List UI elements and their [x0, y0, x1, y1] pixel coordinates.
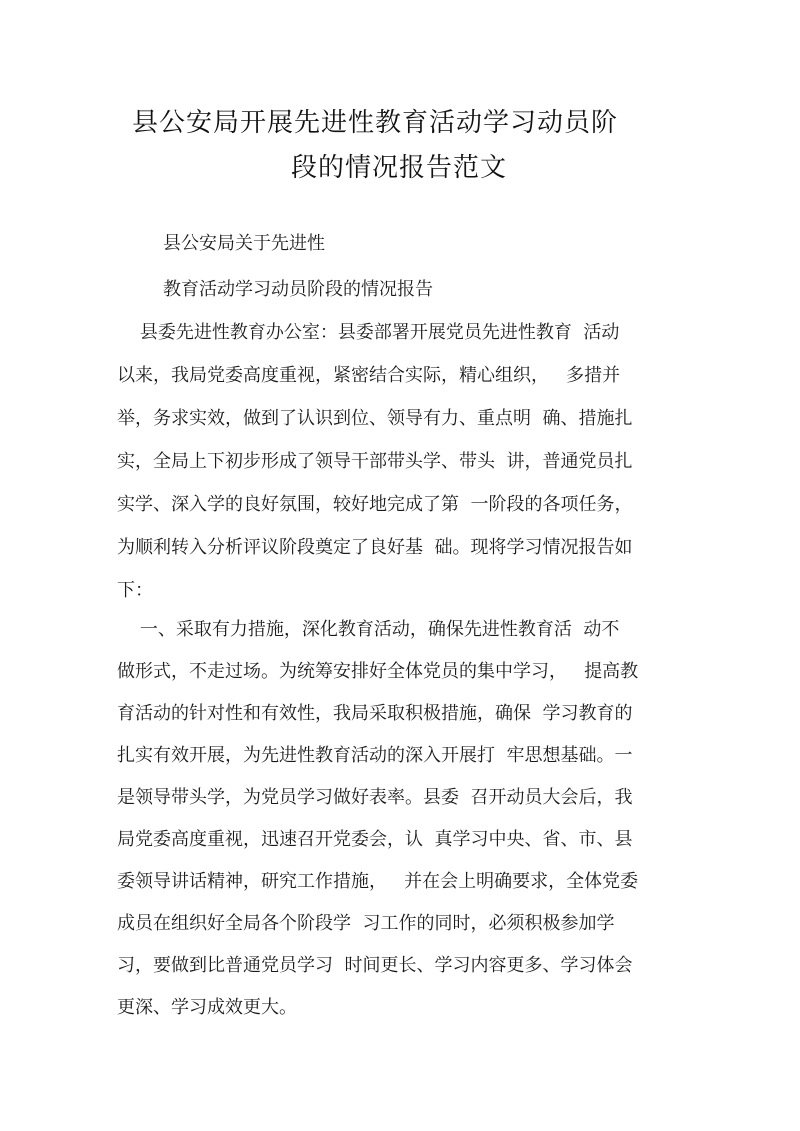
paragraph-2-line: 更深、学习成效更大。 [117, 997, 297, 1018]
report-heading-line-1: 县公安局关于先进性 [163, 233, 325, 254]
paragraph-1-line: 县委先进性教育办公室：县委部署开展党员先进性教育 活动 [117, 322, 620, 343]
paragraph-1-line: 以来，我局党委高度重视，紧密结合实际，精心组织， 多措并 [117, 365, 621, 386]
paragraph-1-line: 实学、深入学的良好氛围，较好地完成了第 一阶段的各项任务， [117, 494, 633, 515]
report-heading-line-2: 教育活动学习动员阶段的情况报告 [163, 279, 433, 300]
paragraph-1-line: 为顺利转入分析评议阶段奠定了良好基 础。现将学习情况报告如 [117, 537, 633, 558]
paragraph-2-line: 局党委高度重视，迅速召开党委会，认 真学习中央、省、市、县 [117, 829, 633, 850]
paragraph-1-line: 举，务求实效，做到了认识到位、领导有力、重点明 确、措施扎 [117, 408, 633, 429]
paragraph-2-line: 扎实有效开展，为先进性教育活动的深入开展打 牢思想基础。一 [117, 745, 633, 766]
paragraph-2-line: 做形式，不走过场。为统筹安排好全体党员的集中学习， 提高教 [117, 661, 639, 682]
document-title-line-1: 县公安局开展先进性教育活动学习动员阶 [132, 108, 619, 138]
paragraph-1-line: 下： [117, 580, 153, 601]
paragraph-2-line: 成员在组织好全局各个阶段学 习工作的同时，必须积极参加学 [117, 913, 615, 934]
document-title-line-2: 段的情况报告范文 [291, 153, 508, 183]
paragraph-2-line: 习，要做到比普通党员学习 时间更长、学习内容更多、学习体会 [117, 955, 633, 976]
paragraph-2-line: 一、采取有力措施，深化教育活动，确保先进性教育活 动不 [117, 619, 620, 640]
paragraph-1-line: 实，全局上下初步形成了领导干部带头学、带头 讲，普通党员扎 [117, 451, 633, 472]
paragraph-2-line: 委领导讲话精神，研究工作措施， 并在会上明确要求，全体党委 [117, 871, 639, 892]
paragraph-2-line: 是领导带头学，为党员学习做好表率。县委 召开动员大会后，我 [117, 787, 633, 808]
paragraph-2-line: 育活动的针对性和有效性，我局采取积极措施，确保 学习教育的 [117, 703, 633, 724]
